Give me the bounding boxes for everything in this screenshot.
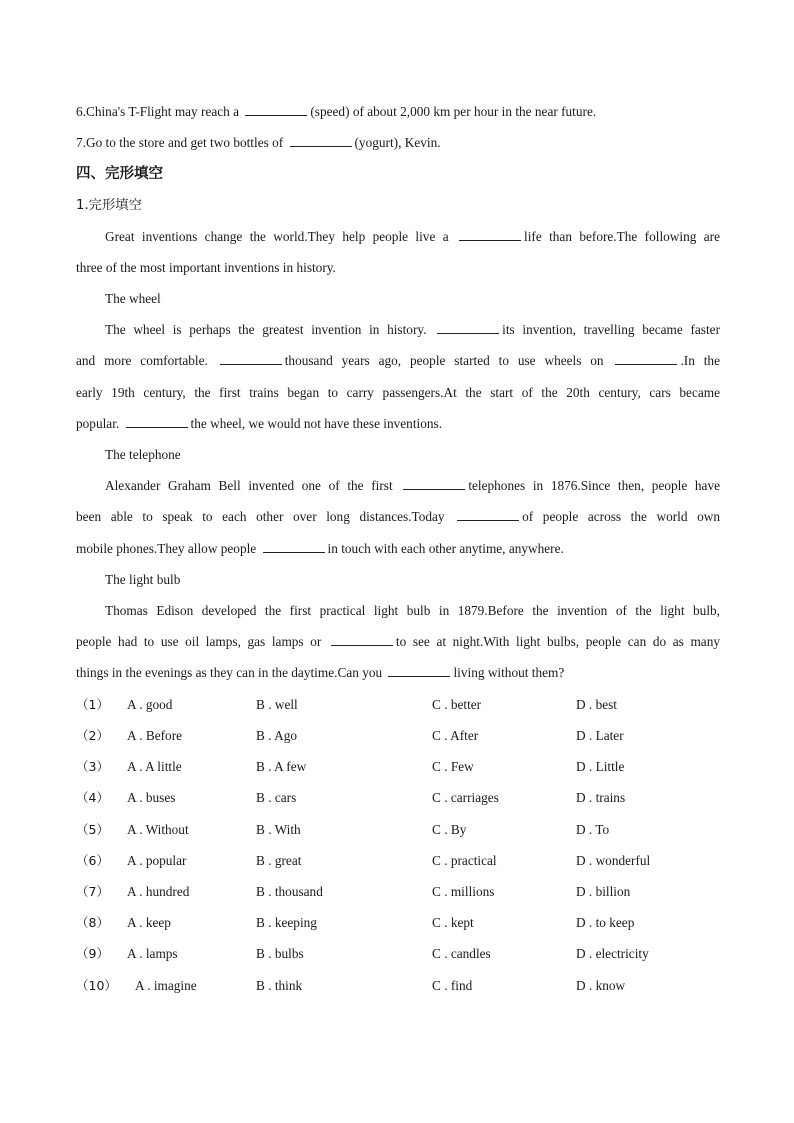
passage-line	[76, 632, 720, 652]
section-heading: 四、完形填空	[76, 166, 163, 182]
passage-text: telephones in 1876.Since then, people have	[468, 478, 720, 493]
option-b[interactable]: B . Ago	[256, 728, 298, 743]
option-row-5	[76, 820, 726, 840]
option-b[interactable]: B . bulbs	[256, 946, 304, 961]
option-row-8	[76, 913, 726, 933]
passage-text: things in the evenings as they can in the daytime.Can you	[76, 665, 386, 680]
passage-text: Alexander Graham Bell invented one of the first	[105, 478, 401, 493]
option-d[interactable]: D . to keep	[576, 915, 635, 930]
section-subheading: 1.完形填空	[76, 198, 142, 213]
cloze-blank-1[interactable]	[459, 227, 521, 241]
passage-text: life than before.The following are	[524, 229, 720, 244]
option-b[interactable]: B . A few	[256, 759, 307, 774]
passage-line	[76, 663, 720, 683]
subtitle-wheel: The wheel	[105, 291, 161, 306]
passage-line: Thomas Edison developed the first practical light bulb in 1879.Before the invention of the light bulb,	[105, 603, 720, 618]
option-row-2	[76, 726, 726, 746]
option-b[interactable]: B . great	[256, 853, 302, 868]
passage-text: in touch with each other anytime, anywhere.	[327, 541, 564, 556]
option-d[interactable]: D . To	[576, 822, 610, 837]
passage-line	[76, 351, 720, 371]
option-c[interactable]: C . find	[432, 978, 473, 993]
option-b[interactable]: B . cars	[256, 790, 297, 805]
option-c[interactable]: C . By	[432, 822, 467, 837]
option-c[interactable]: C . practical	[432, 853, 497, 868]
option-b[interactable]: B . well	[256, 697, 298, 712]
option-d[interactable]: D . trains	[576, 790, 626, 805]
option-row-1	[76, 695, 726, 715]
cloze-blank-6[interactable]	[403, 476, 465, 490]
option-d[interactable]: D . know	[576, 978, 626, 993]
option-number: （10）	[76, 978, 117, 993]
passage-line	[105, 227, 720, 247]
option-number: （5）	[76, 822, 109, 837]
q7-text-after: (yogurt), Kevin.	[354, 135, 441, 150]
option-row-3	[76, 757, 726, 777]
q6-text-before: 6.China's T-Flight may reach a	[76, 104, 243, 119]
option-row-9	[76, 944, 726, 964]
option-row-7	[76, 882, 726, 902]
option-row-6	[76, 851, 726, 871]
passage-text: popular.	[76, 416, 123, 431]
option-number: （2）	[76, 728, 109, 743]
q6-text-after: (speed) of about 2,000 km per hour in the near future.	[310, 104, 597, 119]
answer-blank[interactable]	[245, 102, 307, 116]
option-d[interactable]: D . best	[576, 697, 617, 712]
cloze-blank-10[interactable]	[388, 663, 450, 677]
subtitle-light-bulb: The light bulb	[105, 572, 181, 587]
passage-text: and more comfortable.	[76, 353, 217, 368]
passage-text: Great inventions change the world.They help people live a	[105, 229, 456, 244]
question-7	[76, 133, 720, 153]
option-c[interactable]: C . kept	[432, 915, 474, 930]
option-a[interactable]: A . Before	[127, 728, 183, 743]
cloze-blank-4[interactable]	[615, 351, 677, 365]
option-a[interactable]: A . A little	[127, 759, 182, 774]
passage-line	[76, 414, 720, 434]
option-b[interactable]: B . With	[256, 822, 301, 837]
passage-text: The wheel is perhaps the greatest invention in history.	[105, 322, 435, 337]
passage-text: its invention, travelling became faster	[502, 322, 720, 337]
passage-text: .In the	[680, 353, 720, 368]
option-c[interactable]: C . better	[432, 697, 482, 712]
option-number: （4）	[76, 790, 109, 805]
passage-text: people had to use oil lamps, gas lamps or	[76, 634, 328, 649]
option-number: （7）	[76, 884, 109, 899]
option-number: （3）	[76, 759, 109, 774]
option-a[interactable]: A . keep	[127, 915, 171, 930]
passage-line: early 19th century, the first trains began to carry passengers.At the start of the 20th century, cars became	[76, 385, 720, 400]
option-number: （1）	[76, 697, 109, 712]
option-d[interactable]: D . wonderful	[576, 853, 651, 868]
option-a[interactable]: A . hundred	[127, 884, 190, 899]
passage-line	[76, 507, 720, 527]
option-b[interactable]: B . think	[256, 978, 303, 993]
option-c[interactable]: C . Few	[432, 759, 474, 774]
option-a[interactable]: A . good	[127, 697, 173, 712]
passage-line	[76, 539, 720, 559]
cloze-blank-8[interactable]	[263, 539, 325, 553]
option-number: （8）	[76, 915, 109, 930]
option-a[interactable]: A . buses	[127, 790, 176, 805]
question-6	[76, 102, 720, 122]
option-number: （6）	[76, 853, 109, 868]
option-c[interactable]: C . carriages	[432, 790, 499, 805]
cloze-blank-2[interactable]	[437, 320, 499, 334]
cloze-blank-5[interactable]	[126, 414, 188, 428]
answer-blank[interactable]	[290, 133, 352, 147]
option-a[interactable]: A . popular	[127, 853, 187, 868]
passage-text: the wheel, we would not have these inventions.	[190, 416, 443, 431]
option-c[interactable]: C . millions	[432, 884, 495, 899]
passage-text: living without them?	[453, 665, 565, 680]
option-d[interactable]: D . Later	[576, 728, 624, 743]
cloze-blank-3[interactable]	[220, 351, 282, 365]
passage-text: mobile phones.They allow people	[76, 541, 260, 556]
option-b[interactable]: B . thousand	[256, 884, 323, 899]
option-d[interactable]: D . Little	[576, 759, 625, 774]
option-a[interactable]: A . lamps	[127, 946, 178, 961]
cloze-blank-7[interactable]	[457, 507, 519, 521]
subtitle-telephone: The telephone	[105, 447, 181, 462]
option-a[interactable]: A . imagine	[135, 978, 197, 993]
option-number: （9）	[76, 946, 109, 961]
option-b[interactable]: B . keeping	[256, 915, 317, 930]
cloze-blank-9[interactable]	[331, 632, 393, 646]
option-d[interactable]: D . electricity	[576, 946, 649, 961]
passage-text: of people across the world own	[522, 509, 720, 524]
passage-text: been able to speak to each other over long distances.Today	[76, 509, 455, 524]
passage-text: to see at night.With light bulbs, people can do as many	[395, 634, 720, 649]
option-c[interactable]: C . candles	[432, 946, 491, 961]
option-row-10	[76, 976, 726, 996]
option-a[interactable]: A . Without	[127, 822, 189, 837]
q7-text-before: 7.Go to the store and get two bottles of	[76, 135, 287, 150]
passage-line	[105, 320, 720, 340]
passage-text: thousand years ago, people started to use wheels on	[284, 353, 613, 368]
option-d[interactable]: D . billion	[576, 884, 631, 899]
option-row-4	[76, 788, 726, 808]
option-c[interactable]: C . After	[432, 728, 479, 743]
passage-line	[105, 476, 720, 496]
passage-line: three of the most important inventions in history.	[76, 260, 336, 275]
